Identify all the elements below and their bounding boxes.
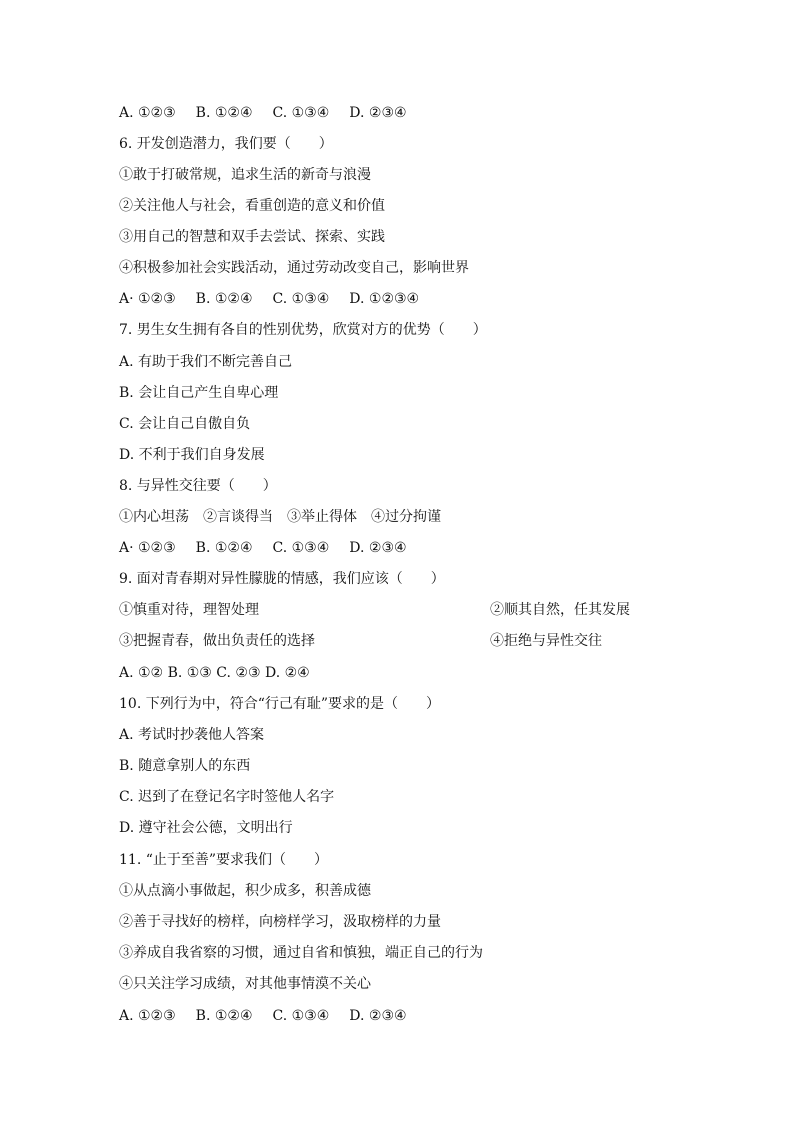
q9-items-row-1	[119, 600, 679, 620]
q9-item-4: ④拒绝与异性交往	[490, 633, 602, 649]
q9-options: A. ①② B. ①③ C. ②③ D. ②④	[119, 665, 310, 681]
q5-option-d: D. ②③④	[349, 105, 407, 121]
q7-choice-b: B. 会让自己产生自卑心理	[119, 385, 279, 401]
q6-option-b: B. ①②④	[195, 291, 253, 307]
q11-option-c: C. ①③④	[272, 1008, 330, 1024]
q8-item-2: ②言谈得当	[203, 509, 273, 525]
q11-option-b: B. ①②④	[195, 1008, 253, 1024]
q11-option-a: A. ①②③	[119, 1008, 176, 1024]
q6-option-c: C. ①③④	[272, 291, 330, 307]
q6-stem: 6. 开发创造潜力，我们要（ ）	[119, 136, 333, 152]
q8-option-c: C. ①③④	[272, 540, 330, 556]
q8-item-3: ③举止得体	[287, 509, 357, 525]
q11-item-1: ①从点滴小事做起，积少成多，积善成德	[119, 883, 371, 899]
q5-option-c: C. ①③④	[272, 105, 330, 121]
q10-choice-a: A. 考试时抄袭他人答案	[119, 727, 265, 743]
q8-option-a: A· ①②③	[119, 540, 176, 556]
q6-option-d: D. ①②③④	[349, 291, 420, 307]
q11-item-4: ④只关注学习成绩，对其他事情漠不关心	[119, 976, 371, 992]
q6-item-2: ②关注他人与社会，看重创造的意义和价值	[119, 198, 385, 214]
q8-options	[119, 538, 407, 558]
q8-option-d: D. ②③④	[349, 540, 407, 556]
q6-item-3: ③用自己的智慧和双手去尝试、探索、实践	[119, 229, 385, 245]
q10-choice-d: D. 遵守社会公德，文明出行	[119, 820, 293, 836]
q5-option-a: A. ①②③	[119, 105, 176, 121]
q5-option-b: B. ①②④	[195, 105, 253, 121]
q6-option-a: A· ①②③	[119, 291, 176, 307]
q11-stem: 11. “止于至善”要求我们（ ）	[119, 852, 329, 868]
q7-stem: 7. 男生女生拥有各自的性别优势，欣赏对方的优势（ ）	[119, 322, 487, 338]
q10-stem: 10. 下列行为中，符合“行己有耻”要求的是（ ）	[119, 696, 441, 712]
q8-item-1: ①内心坦荡	[119, 509, 189, 525]
q6-item-4: ④积极参加社会实践活动，通过劳动改变自己，影响世界	[119, 260, 469, 276]
q11-options	[119, 1006, 407, 1026]
q8-item-4: ④过分拘谨	[371, 509, 441, 525]
q11-item-3: ③养成自我省察的习惯，通过自省和慎独，端正自己的行为	[119, 945, 483, 961]
q8-option-b: B. ①②④	[195, 540, 253, 556]
q9-item-2: ②顺其自然，任其发展	[490, 602, 630, 618]
q10-choice-b: B. 随意拿别人的东西	[119, 758, 251, 774]
q11-item-2: ②善于寻找好的榜样，向榜样学习，汲取榜样的力量	[119, 914, 441, 930]
q7-choice-a: A. 有助于我们不断完善自己	[119, 354, 293, 370]
q9-items-row-2	[119, 631, 679, 651]
q5-options	[119, 103, 407, 123]
q9-item-3: ③把握青春，做出负责任的选择	[119, 633, 315, 649]
q6-item-1: ①敢于打破常规，追求生活的新奇与浪漫	[119, 167, 371, 183]
q9-stem: 9. 面对青春期对异性朦胧的情感，我们应该（ ）	[119, 571, 445, 587]
q8-items	[119, 507, 441, 527]
q6-options	[119, 289, 419, 309]
q7-choice-d: D. 不利于我们自身发展	[119, 447, 265, 463]
q9-item-1: ①慎重对待，理智处理	[119, 602, 259, 618]
q11-option-d: D. ②③④	[349, 1008, 407, 1024]
q7-choice-c: C. 会让自己自傲自负	[119, 416, 251, 432]
q8-stem: 8. 与异性交往要（ ）	[119, 478, 277, 494]
q10-choice-c: C. 迟到了在登记名字时签他人名字	[119, 789, 335, 805]
